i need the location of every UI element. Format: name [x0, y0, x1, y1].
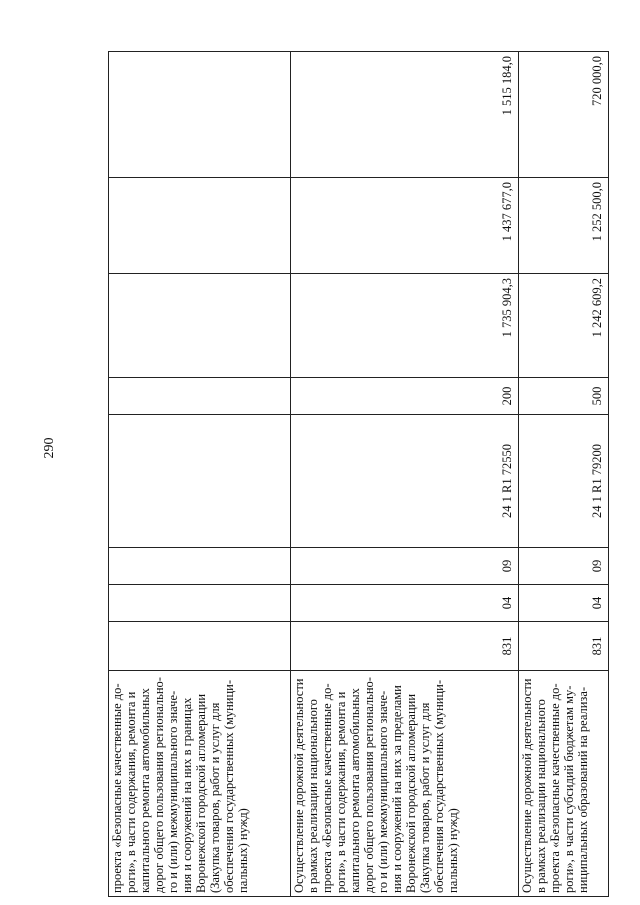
- expense-type-cell: 200: [291, 378, 519, 415]
- expense-type-cell: 500: [519, 378, 609, 415]
- description-line: пальных) нужд): [446, 808, 460, 893]
- table-row: [109, 52, 291, 897]
- description-line: роги», в части содержания, ремонта и: [124, 691, 138, 893]
- sum-2023-cell: 720 000,0: [519, 52, 609, 178]
- description-line: Воронежской городской агломерации: [194, 693, 208, 893]
- sum-2022-cell: [109, 178, 291, 274]
- description-line: дорог общего пользования регионально-: [152, 677, 166, 893]
- description-line: ния и сооружений на них в границах: [180, 697, 194, 893]
- description-cell: [109, 671, 291, 897]
- description-line: проекта «Безопасные качественные до-: [110, 683, 124, 893]
- budget-table: [108, 51, 609, 897]
- sum-2021-cell: [109, 274, 291, 378]
- description-line: проекта «Безопасные качественные до-: [548, 683, 562, 893]
- subsection-code-cell: [109, 548, 291, 585]
- ministry-code-cell: [109, 622, 291, 671]
- description-line: роги», в части субсидий бюджетам му-: [562, 685, 576, 893]
- description-line: в рамках реализации национального: [534, 699, 548, 893]
- description-line: пальных) нужд): [236, 808, 250, 893]
- description-line: (Закупка товаров, работ и услуг для: [418, 702, 432, 893]
- sum-2022-cell: 1 252 500,0: [519, 178, 609, 274]
- description-line: обеспечения государственных (муници-: [222, 679, 236, 893]
- description-line: Осуществление дорожной деятельности: [520, 678, 534, 893]
- description-line: Воронежской городской агломерации: [404, 693, 418, 893]
- target-article-cell: 24 1 R1 79200: [519, 415, 609, 548]
- description-line: го и (или) межмуниципального значе-: [166, 690, 180, 893]
- sum-2023-cell: 1 515 184,0: [291, 52, 519, 178]
- section-code-cell: 04: [291, 585, 519, 622]
- description-line: Осуществление дорожной деятельности: [292, 678, 306, 893]
- expense-type-cell: [109, 378, 291, 415]
- section-code-cell: [109, 585, 291, 622]
- section-code-cell: 04: [519, 585, 609, 622]
- table-row: [519, 52, 609, 897]
- description-line: дорог общего пользования регионально-: [362, 677, 376, 893]
- target-article-cell: 24 1 R1 72550: [291, 415, 519, 548]
- subsection-code-cell: 09: [291, 548, 519, 585]
- ministry-code-cell: 831: [291, 622, 519, 671]
- description-line: в рамках реализации национального: [306, 699, 320, 893]
- description-line: ниципальных образований на реализа-: [576, 686, 590, 893]
- description-line: капитального ремонта автомобильных: [138, 688, 152, 893]
- target-article-cell: [109, 415, 291, 548]
- description-line: капитального ремонта автомобильных: [348, 688, 362, 893]
- description-line: (Закупка товаров, работ и услуг для: [208, 702, 222, 893]
- subsection-code-cell: 09: [519, 548, 609, 585]
- rotated-document: [108, 52, 604, 897]
- table-row: [291, 52, 519, 897]
- page-number: 290: [42, 437, 57, 459]
- sum-2022-cell: 1 437 677,0: [291, 178, 519, 274]
- sum-2021-cell: 1 242 609,2: [519, 274, 609, 378]
- sum-2021-cell: 1 735 904,3: [291, 274, 519, 378]
- ministry-code-cell: 831: [519, 622, 609, 671]
- description-line: го и (или) межмуниципального значе-: [376, 690, 390, 893]
- sum-2023-cell: [109, 52, 291, 178]
- description-line: ния и сооружений на них за пределами: [390, 685, 404, 893]
- description-cell: [291, 671, 519, 897]
- description-line: роги», в части содержания, ремонта и: [334, 691, 348, 893]
- description-line: обеспечения государственных (муници-: [432, 679, 446, 893]
- description-cell: [519, 671, 609, 897]
- description-line: проекта «Безопасные качественные до-: [320, 683, 334, 893]
